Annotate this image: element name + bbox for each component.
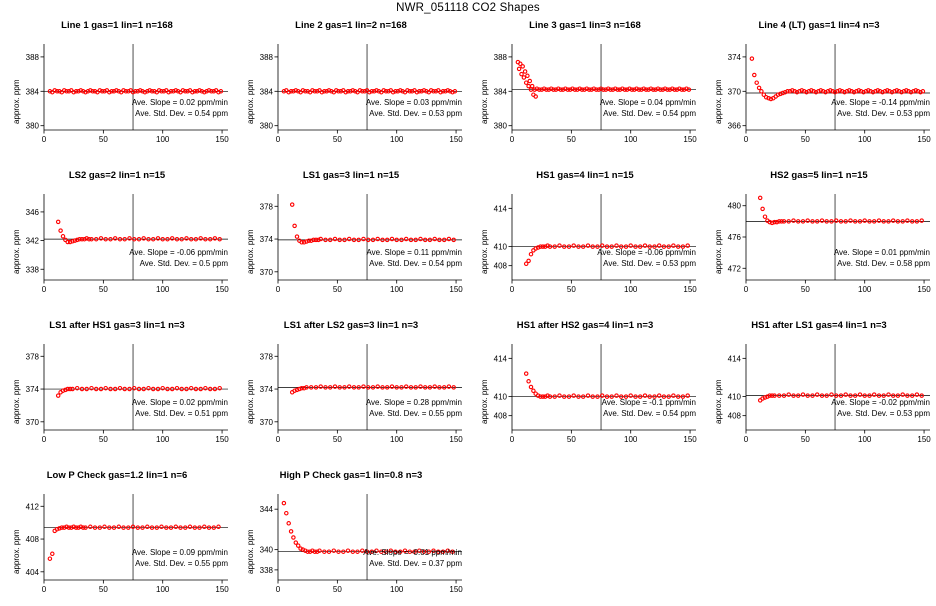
y-axis-label: approx. ppm <box>714 379 723 424</box>
svg-text:150: 150 <box>449 285 463 294</box>
y-axis-label: approx. ppm <box>714 229 723 274</box>
plot-area <box>468 318 702 456</box>
svg-text:0: 0 <box>41 435 47 444</box>
panel-title: HS2 gas=5 lin=1 n=15 <box>770 170 868 181</box>
svg-text:410: 410 <box>493 392 507 402</box>
plot-area <box>702 318 936 456</box>
annotation-stddev: Ave. Std. Dev. = 0.51 ppm <box>135 409 228 418</box>
svg-text:408: 408 <box>493 411 507 421</box>
chart-panel <box>234 18 468 156</box>
svg-text:388: 388 <box>25 52 39 62</box>
svg-text:50: 50 <box>98 585 108 594</box>
y-axis-label: approx. ppm <box>246 79 255 124</box>
svg-text:0: 0 <box>509 285 515 294</box>
svg-text:404: 404 <box>25 567 39 577</box>
annotation-stddev: Ave. Std. Dev. = 0.5 ppm <box>139 259 228 268</box>
svg-text:346: 346 <box>25 207 39 217</box>
svg-text:0: 0 <box>41 285 47 294</box>
svg-text:50: 50 <box>332 135 342 144</box>
svg-text:414: 414 <box>493 354 507 364</box>
svg-text:374: 374 <box>259 385 273 395</box>
chart-panel <box>234 168 468 306</box>
panel-title: Line 4 (LT) gas=1 lin=4 n=3 <box>758 20 880 31</box>
chart-panel <box>0 168 234 306</box>
svg-text:0: 0 <box>275 435 281 444</box>
svg-text:0: 0 <box>275 285 281 294</box>
svg-text:384: 384 <box>259 87 273 97</box>
annotation-slope: Ave. Slope = 0.02 ppm/min <box>131 398 228 407</box>
plot-area <box>702 168 936 306</box>
svg-text:100: 100 <box>858 285 872 294</box>
svg-text:370: 370 <box>259 417 273 427</box>
y-axis-label: approx. ppm <box>246 529 255 574</box>
svg-text:50: 50 <box>800 435 810 444</box>
svg-text:50: 50 <box>332 585 342 594</box>
svg-text:150: 150 <box>449 135 463 144</box>
svg-text:0: 0 <box>41 135 47 144</box>
svg-text:410: 410 <box>493 242 507 252</box>
svg-text:50: 50 <box>98 435 108 444</box>
svg-text:414: 414 <box>727 354 741 364</box>
plot-area <box>0 18 234 156</box>
annotation-slope: Ave. Slope = 0.28 ppm/min <box>365 398 462 407</box>
svg-text:480: 480 <box>727 201 741 211</box>
svg-text:50: 50 <box>332 285 342 294</box>
panel-title: LS1 gas=3 lin=1 n=15 <box>302 170 400 181</box>
svg-text:374: 374 <box>727 52 741 62</box>
panel-title: Low P Check gas=1.2 lin=1 n=6 <box>46 470 188 481</box>
annotation-stddev: Ave. Std. Dev. = 0.58 ppm <box>837 259 930 268</box>
svg-text:150: 150 <box>917 435 931 444</box>
chart-panel <box>468 168 702 306</box>
svg-text:0: 0 <box>275 585 281 594</box>
svg-text:150: 150 <box>683 285 697 294</box>
annotation-slope: Ave. Slope = -0.01 ppm/min <box>363 548 462 557</box>
svg-text:408: 408 <box>493 261 507 271</box>
annotation-stddev: Ave. Std. Dev. = 0.54 ppm <box>603 109 696 118</box>
svg-text:344: 344 <box>259 505 273 515</box>
plot-area <box>0 318 234 456</box>
panel-title: HS1 gas=4 lin=1 n=15 <box>536 170 634 181</box>
svg-text:100: 100 <box>624 135 638 144</box>
y-axis-label: approx. ppm <box>480 79 489 124</box>
annotation-stddev: Ave. Std. Dev. = 0.55 ppm <box>369 409 462 418</box>
svg-text:378: 378 <box>25 352 39 362</box>
svg-text:374: 374 <box>259 235 273 245</box>
annotation-slope: Ave. Slope = -0.06 ppm/min <box>597 248 696 257</box>
svg-text:50: 50 <box>566 435 576 444</box>
svg-text:370: 370 <box>727 87 741 97</box>
annotation-slope: Ave. Slope = 0.09 ppm/min <box>131 548 228 557</box>
annotation-slope: Ave. Slope = 0.03 ppm/min <box>365 98 462 107</box>
svg-text:50: 50 <box>98 135 108 144</box>
svg-text:100: 100 <box>624 435 638 444</box>
svg-text:150: 150 <box>449 585 463 594</box>
plot-area <box>234 318 468 456</box>
svg-text:410: 410 <box>727 392 741 402</box>
svg-text:408: 408 <box>727 411 741 421</box>
svg-text:340: 340 <box>259 545 273 555</box>
svg-text:338: 338 <box>259 565 273 575</box>
svg-text:100: 100 <box>624 285 638 294</box>
panel-title: HS1 after HS2 gas=4 lin=1 n=3 <box>516 320 654 331</box>
svg-text:338: 338 <box>25 265 39 275</box>
annotation-stddev: Ave. Std. Dev. = 0.55 ppm <box>135 559 228 568</box>
svg-text:150: 150 <box>215 435 229 444</box>
svg-text:412: 412 <box>25 502 39 512</box>
svg-text:100: 100 <box>390 435 404 444</box>
chart-grid <box>0 18 936 594</box>
plot-area <box>0 468 234 606</box>
annotation-slope: Ave. Slope = 0.02 ppm/min <box>131 98 228 107</box>
svg-text:100: 100 <box>390 135 404 144</box>
y-axis-label: approx. ppm <box>246 229 255 274</box>
svg-text:150: 150 <box>917 135 931 144</box>
svg-text:100: 100 <box>156 135 170 144</box>
svg-text:380: 380 <box>493 121 507 131</box>
svg-text:100: 100 <box>156 285 170 294</box>
plot-area <box>0 168 234 306</box>
chart-panel <box>0 18 234 156</box>
annotation-stddev: Ave. Std. Dev. = 0.54 ppm <box>603 409 696 418</box>
annotation-slope: Ave. Slope = 0.04 ppm/min <box>599 98 696 107</box>
svg-text:0: 0 <box>509 135 515 144</box>
y-axis-label: approx. ppm <box>480 379 489 424</box>
annotation-stddev: Ave. Std. Dev. = 0.53 ppm <box>369 109 462 118</box>
svg-text:476: 476 <box>727 233 741 242</box>
svg-text:388: 388 <box>259 52 273 62</box>
svg-text:366: 366 <box>727 121 741 131</box>
panel-title: Line 1 gas=1 lin=1 n=168 <box>61 20 173 31</box>
y-axis-label: approx. ppm <box>246 379 255 424</box>
svg-text:150: 150 <box>215 135 229 144</box>
plot-area <box>234 468 468 606</box>
y-axis-label: approx. ppm <box>12 229 21 274</box>
chart-panel <box>234 318 468 456</box>
svg-text:100: 100 <box>390 285 404 294</box>
plot-area <box>468 18 702 156</box>
plot-area <box>468 168 702 306</box>
annotation-stddev: Ave. Std. Dev. = 0.54 ppm <box>369 259 462 268</box>
plot-area <box>234 18 468 156</box>
svg-text:370: 370 <box>25 417 39 427</box>
svg-text:50: 50 <box>566 135 576 144</box>
svg-text:414: 414 <box>493 204 507 214</box>
svg-text:50: 50 <box>800 135 810 144</box>
y-axis-label: approx. ppm <box>714 79 723 124</box>
chart-panel <box>0 318 234 456</box>
chart-panel <box>468 318 702 456</box>
svg-text:100: 100 <box>858 435 872 444</box>
chart-panel <box>702 18 936 156</box>
svg-text:150: 150 <box>449 435 463 444</box>
y-axis-label: approx. ppm <box>12 379 21 424</box>
annotation-slope: Ave. Slope = -0.02 ppm/min <box>831 398 930 407</box>
annotation-slope: Ave. Slope = -0.14 ppm/min <box>831 98 930 107</box>
svg-text:380: 380 <box>259 121 273 131</box>
annotation-slope: Ave. Slope = 0.11 ppm/min <box>366 248 462 257</box>
panel-title: LS2 gas=2 lin=1 n=15 <box>68 170 166 181</box>
annotation-slope: Ave. Slope = -0.1 ppm/min <box>601 398 696 407</box>
svg-text:50: 50 <box>800 285 810 294</box>
annotation-stddev: Ave. Std. Dev. = 0.53 ppm <box>837 409 930 418</box>
svg-text:342: 342 <box>25 236 39 246</box>
svg-text:0: 0 <box>743 285 749 294</box>
page-title: NWR_051118 CO2 Shapes <box>396 2 540 14</box>
panel-title: LS1 after HS1 gas=3 lin=1 n=3 <box>49 320 185 331</box>
svg-text:408: 408 <box>25 535 39 545</box>
svg-text:100: 100 <box>156 585 170 594</box>
y-axis-label: approx. ppm <box>12 79 21 124</box>
svg-text:50: 50 <box>98 285 108 294</box>
svg-text:50: 50 <box>566 285 576 294</box>
svg-text:378: 378 <box>259 202 273 212</box>
svg-text:472: 472 <box>727 264 741 274</box>
panel-title: High P Check gas=1 lin=0.8 n=3 <box>279 470 423 481</box>
svg-text:370: 370 <box>259 267 273 277</box>
panel-title: Line 3 gas=1 lin=3 n=168 <box>529 20 641 31</box>
chart-panel <box>468 18 702 156</box>
svg-text:380: 380 <box>25 121 39 131</box>
panel-title: HS1 after LS1 gas=4 lin=1 n=3 <box>751 320 887 331</box>
annotation-slope: Ave. Slope = 0.01 ppm/min <box>833 248 930 257</box>
svg-text:50: 50 <box>332 435 342 444</box>
annotation-stddev: Ave. Std. Dev. = 0.54 ppm <box>135 109 228 118</box>
annotation-slope: Ave. Slope = -0.06 ppm/min <box>129 248 228 257</box>
svg-text:0: 0 <box>509 435 515 444</box>
svg-text:0: 0 <box>743 135 749 144</box>
svg-text:378: 378 <box>259 352 273 362</box>
svg-text:100: 100 <box>390 585 404 594</box>
panel-title: Line 2 gas=1 lin=2 n=168 <box>295 20 407 31</box>
annotation-stddev: Ave. Std. Dev. = 0.53 ppm <box>603 259 696 268</box>
svg-text:100: 100 <box>156 435 170 444</box>
svg-text:150: 150 <box>215 585 229 594</box>
svg-text:150: 150 <box>683 135 697 144</box>
svg-text:388: 388 <box>493 52 507 62</box>
svg-text:384: 384 <box>493 87 507 97</box>
svg-text:150: 150 <box>683 435 697 444</box>
svg-text:150: 150 <box>917 285 931 294</box>
svg-text:100: 100 <box>858 135 872 144</box>
svg-text:150: 150 <box>215 285 229 294</box>
annotation-stddev: Ave. Std. Dev. = 0.53 ppm <box>837 109 930 118</box>
svg-text:0: 0 <box>41 585 47 594</box>
plot-area <box>234 168 468 306</box>
svg-text:374: 374 <box>25 385 39 395</box>
y-axis-label: approx. ppm <box>12 529 21 574</box>
chart-panel <box>702 168 936 306</box>
annotation-stddev: Ave. Std. Dev. = 0.37 ppm <box>369 559 462 568</box>
svg-text:0: 0 <box>743 435 749 444</box>
svg-text:384: 384 <box>25 87 39 97</box>
chart-panel <box>702 318 936 456</box>
chart-panel <box>0 468 234 606</box>
chart-panel <box>234 468 468 606</box>
svg-text:0: 0 <box>275 135 281 144</box>
plot-area <box>702 18 936 156</box>
panel-title: LS1 after LS2 gas=3 lin=1 n=3 <box>283 320 419 331</box>
y-axis-label: approx. ppm <box>480 229 489 274</box>
